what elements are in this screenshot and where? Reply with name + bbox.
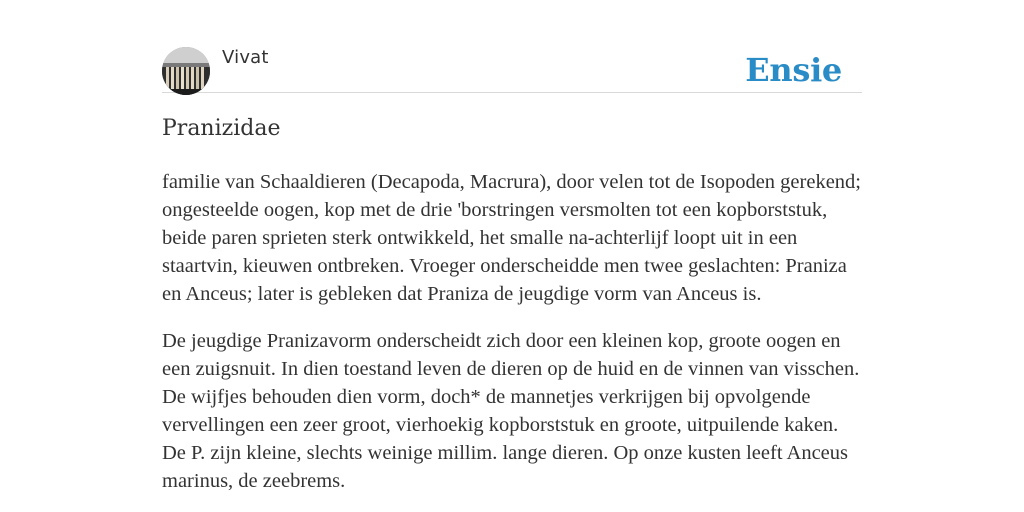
entry-header: [162, 46, 862, 93]
entry-paragraph: De jeugdige Pranizavorm onderscheidt zich door een kleinen kop, groote oogen en een zuigsnuit. In dien toestand leven de dieren op de huid en de vinnen van visschen. De wijfjes behouden dien vorm, doch* de mannetjes verkrijgen bij opvolgende vervellingen een zeer groot, vierhoekig kopborststuk en groote, uitpuilende kaken. De P. zijn kleine, slechts weinige millim. lange dieren. Op onze kusten leeft Anceus marinus, de zeebrems.: [162, 330, 860, 492]
entry-paragraph: familie van Schaaldieren (Decapoda, Macrura), door velen tot de Isopoden gerekend; ongesteelde oogen, kop met de drie 'borstringen versmolten tot een kopborststuk, beide paren sprieten sterk ontwikkeld, het smalle na-achterlijf loopt uit in een staartvin, kieuwen ontbreken. Vroeger onderscheidde men twee geslachten: Praniza en Anceus; later is gebleken dat Praniza de jeugdige vorm van Anceus is.: [162, 171, 861, 305]
entry-card: [162, 0, 862, 512]
brand-logo[interactable]: Ensie: [745, 51, 842, 89]
entry-body: [162, 168, 862, 512]
entry-title: Pranizidae: [162, 116, 281, 141]
book-spines-avatar-icon[interactable]: [162, 47, 210, 95]
source-name[interactable]: Vivat: [222, 47, 269, 68]
